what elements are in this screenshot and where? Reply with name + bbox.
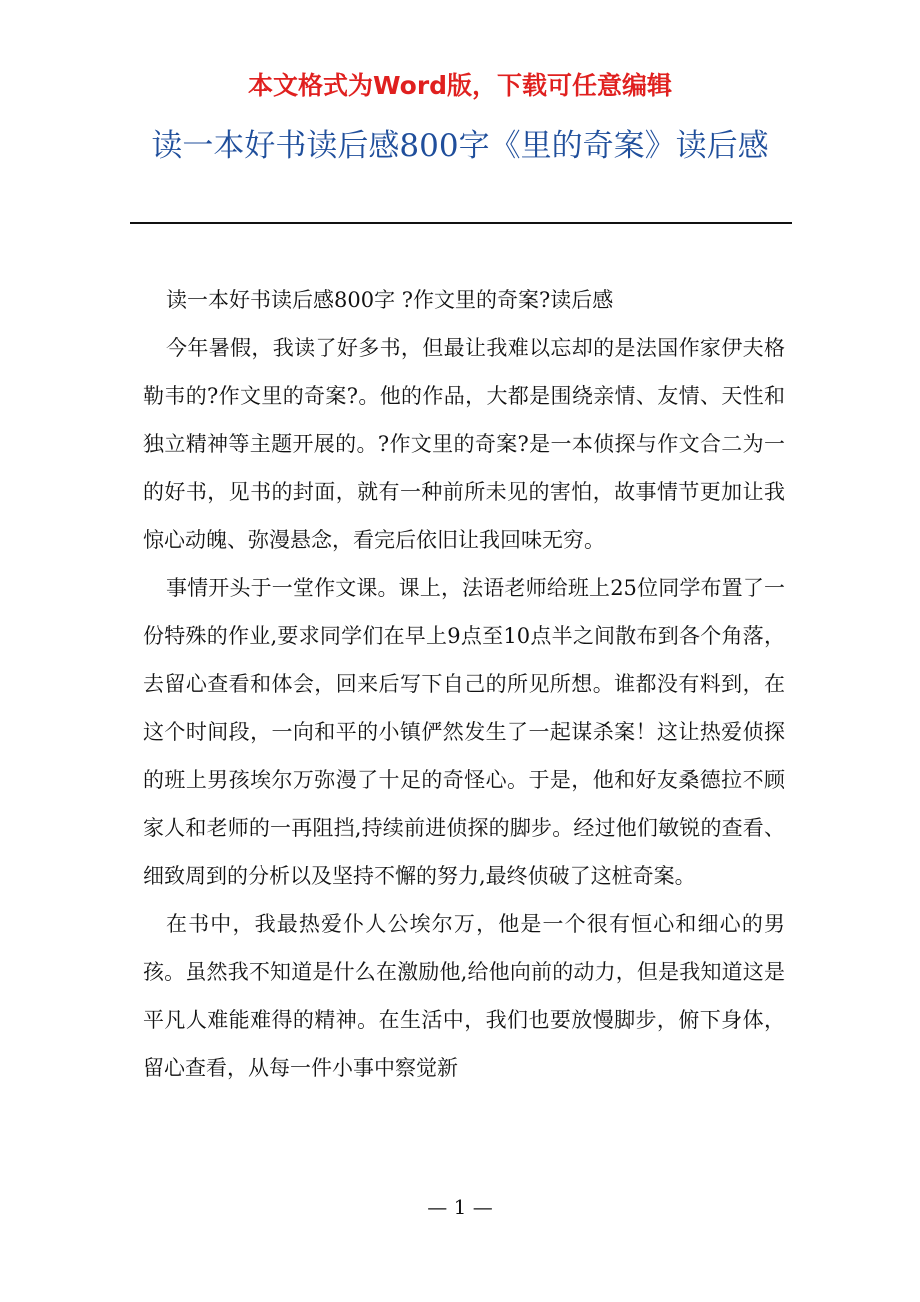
document-title: 读一本好书读后感800字《里的奇案》读后感 [151,128,769,164]
title-divider [130,222,792,224]
document-body [143,276,785,1092]
paragraph-subtitle: 读一本好书读后感800字 ?作文里的奇案?读后感 [166,288,614,312]
paragraph-story: 事情开头于一堂作文课。课上，法语老师给班上25位同学布置了一份特殊的作业,要求同学们在早上9点至10点半之间散布到各个角落，去留心查看和体会，回来后写下自己的所见所想。谁都没有料到，在这个时间段，一向和平的小镇俨然发生了一起谋杀案！这让热爱侦探的班上男孩埃尔万弥漫了十足的奇怪心。于是，他和好友桑德拉不顾家人和老师的一再阻挡,持续前进侦探的脚步。经过他们敏锐的查看、细致周到的分析以及坚持不懈的努力,最终侦破了这桩奇案。 [143,576,785,888]
download-banner: 本文格式为Word版，下载可任意编辑 [247,71,673,100]
paragraph-reflection: 在书中，我最热爱仆人公埃尔万，他是一个很有恒心和细心的男孩。虽然我不知道是什么在激励他,给他向前的动力，但是我知道这是平凡人难能难得的精神。在生活中，我们也要放慢脚步，俯下身体，留心查看，从每一件小事中察觉新 [143,912,785,1080]
page-number: — 1 — [427,1195,493,1219]
paragraph-intro: 今年暑假，我读了好多书，但最让我难以忘却的是法国作家伊夫格勒韦的?作文里的奇案?。他的作品，大都是围绕亲情、友情、天性和独立精神等主题开展的。?作文里的奇案?是一本侦探与作文合二为一的好书，见书的封面，就有一种前所未见的害怕，故事情节更加让我惊心动魄、弥漫悬念，看完后依旧让我回味无穷。 [143,336,785,552]
